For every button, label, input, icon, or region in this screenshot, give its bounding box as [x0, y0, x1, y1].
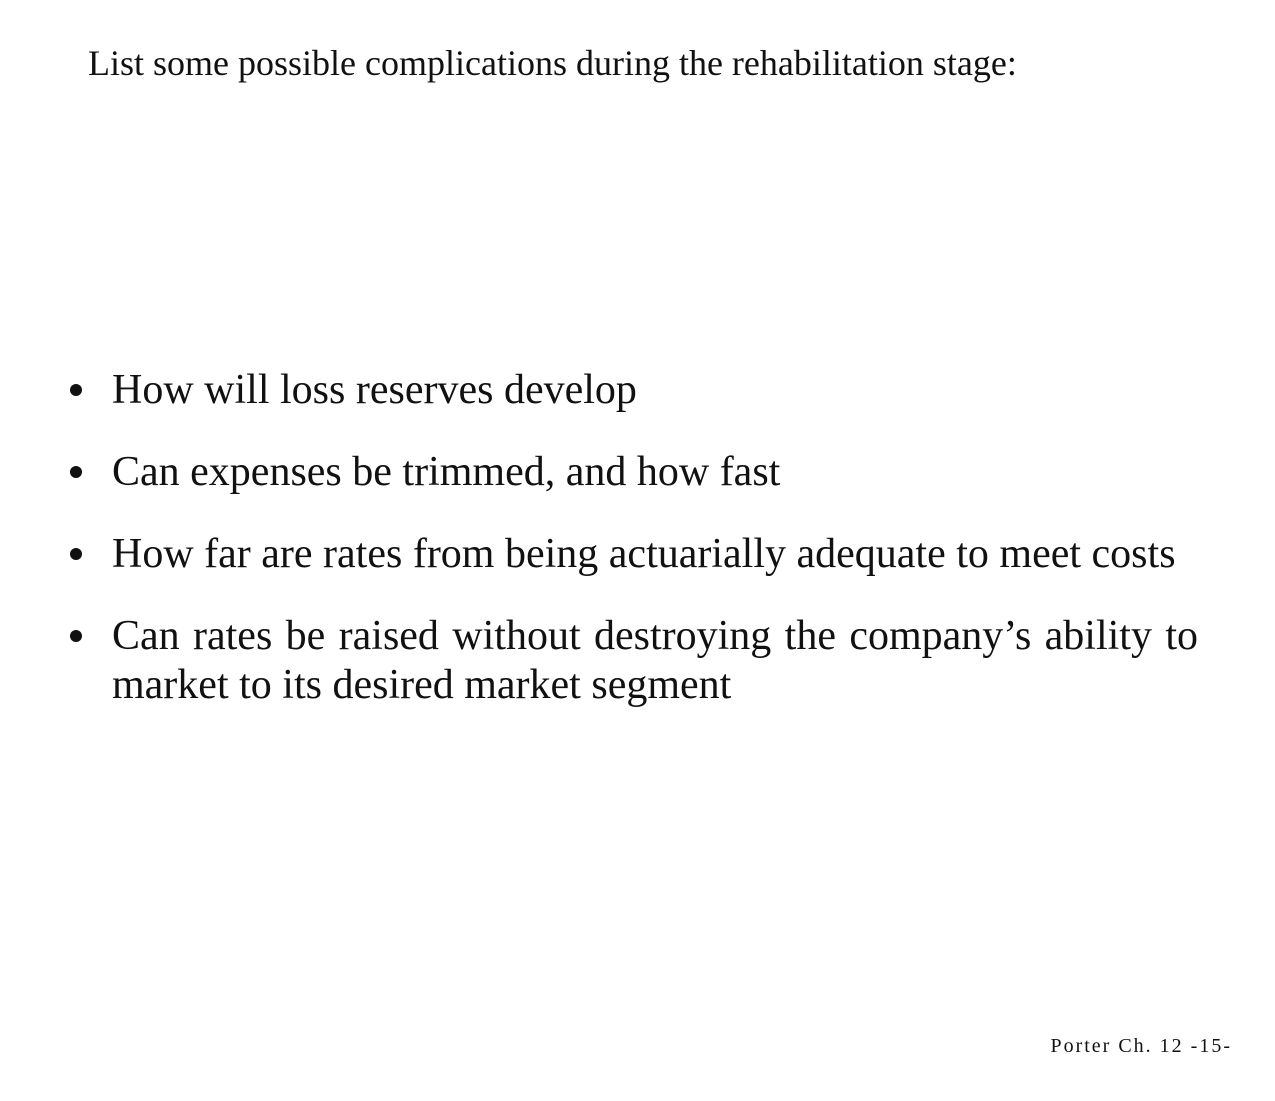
bullet-icon [70, 384, 82, 396]
bullet-icon [70, 630, 82, 642]
list-item [70, 612, 1198, 710]
page-footer: Porter Ch. 12 -15- [1050, 1035, 1232, 1057]
bullet-text: Can rates be raised without destroying the company’s ability to market to its desired market segment [112, 613, 1198, 708]
list-item [70, 448, 1198, 497]
bullet-icon [70, 466, 82, 478]
slide-prompt: List some possible complications during the rehabilitation stage: [88, 43, 1017, 83]
bullet-icon [70, 548, 82, 560]
bullet-text: Can expenses be trimmed, and how fast [112, 449, 781, 495]
list-item [70, 530, 1198, 579]
bullet-text: How far are rates from being actuarially adequate to meet costs [112, 531, 1176, 577]
bullet-list [70, 366, 1198, 743]
bullet-text: How will loss reserves develop [112, 367, 637, 413]
list-item [70, 366, 1198, 415]
